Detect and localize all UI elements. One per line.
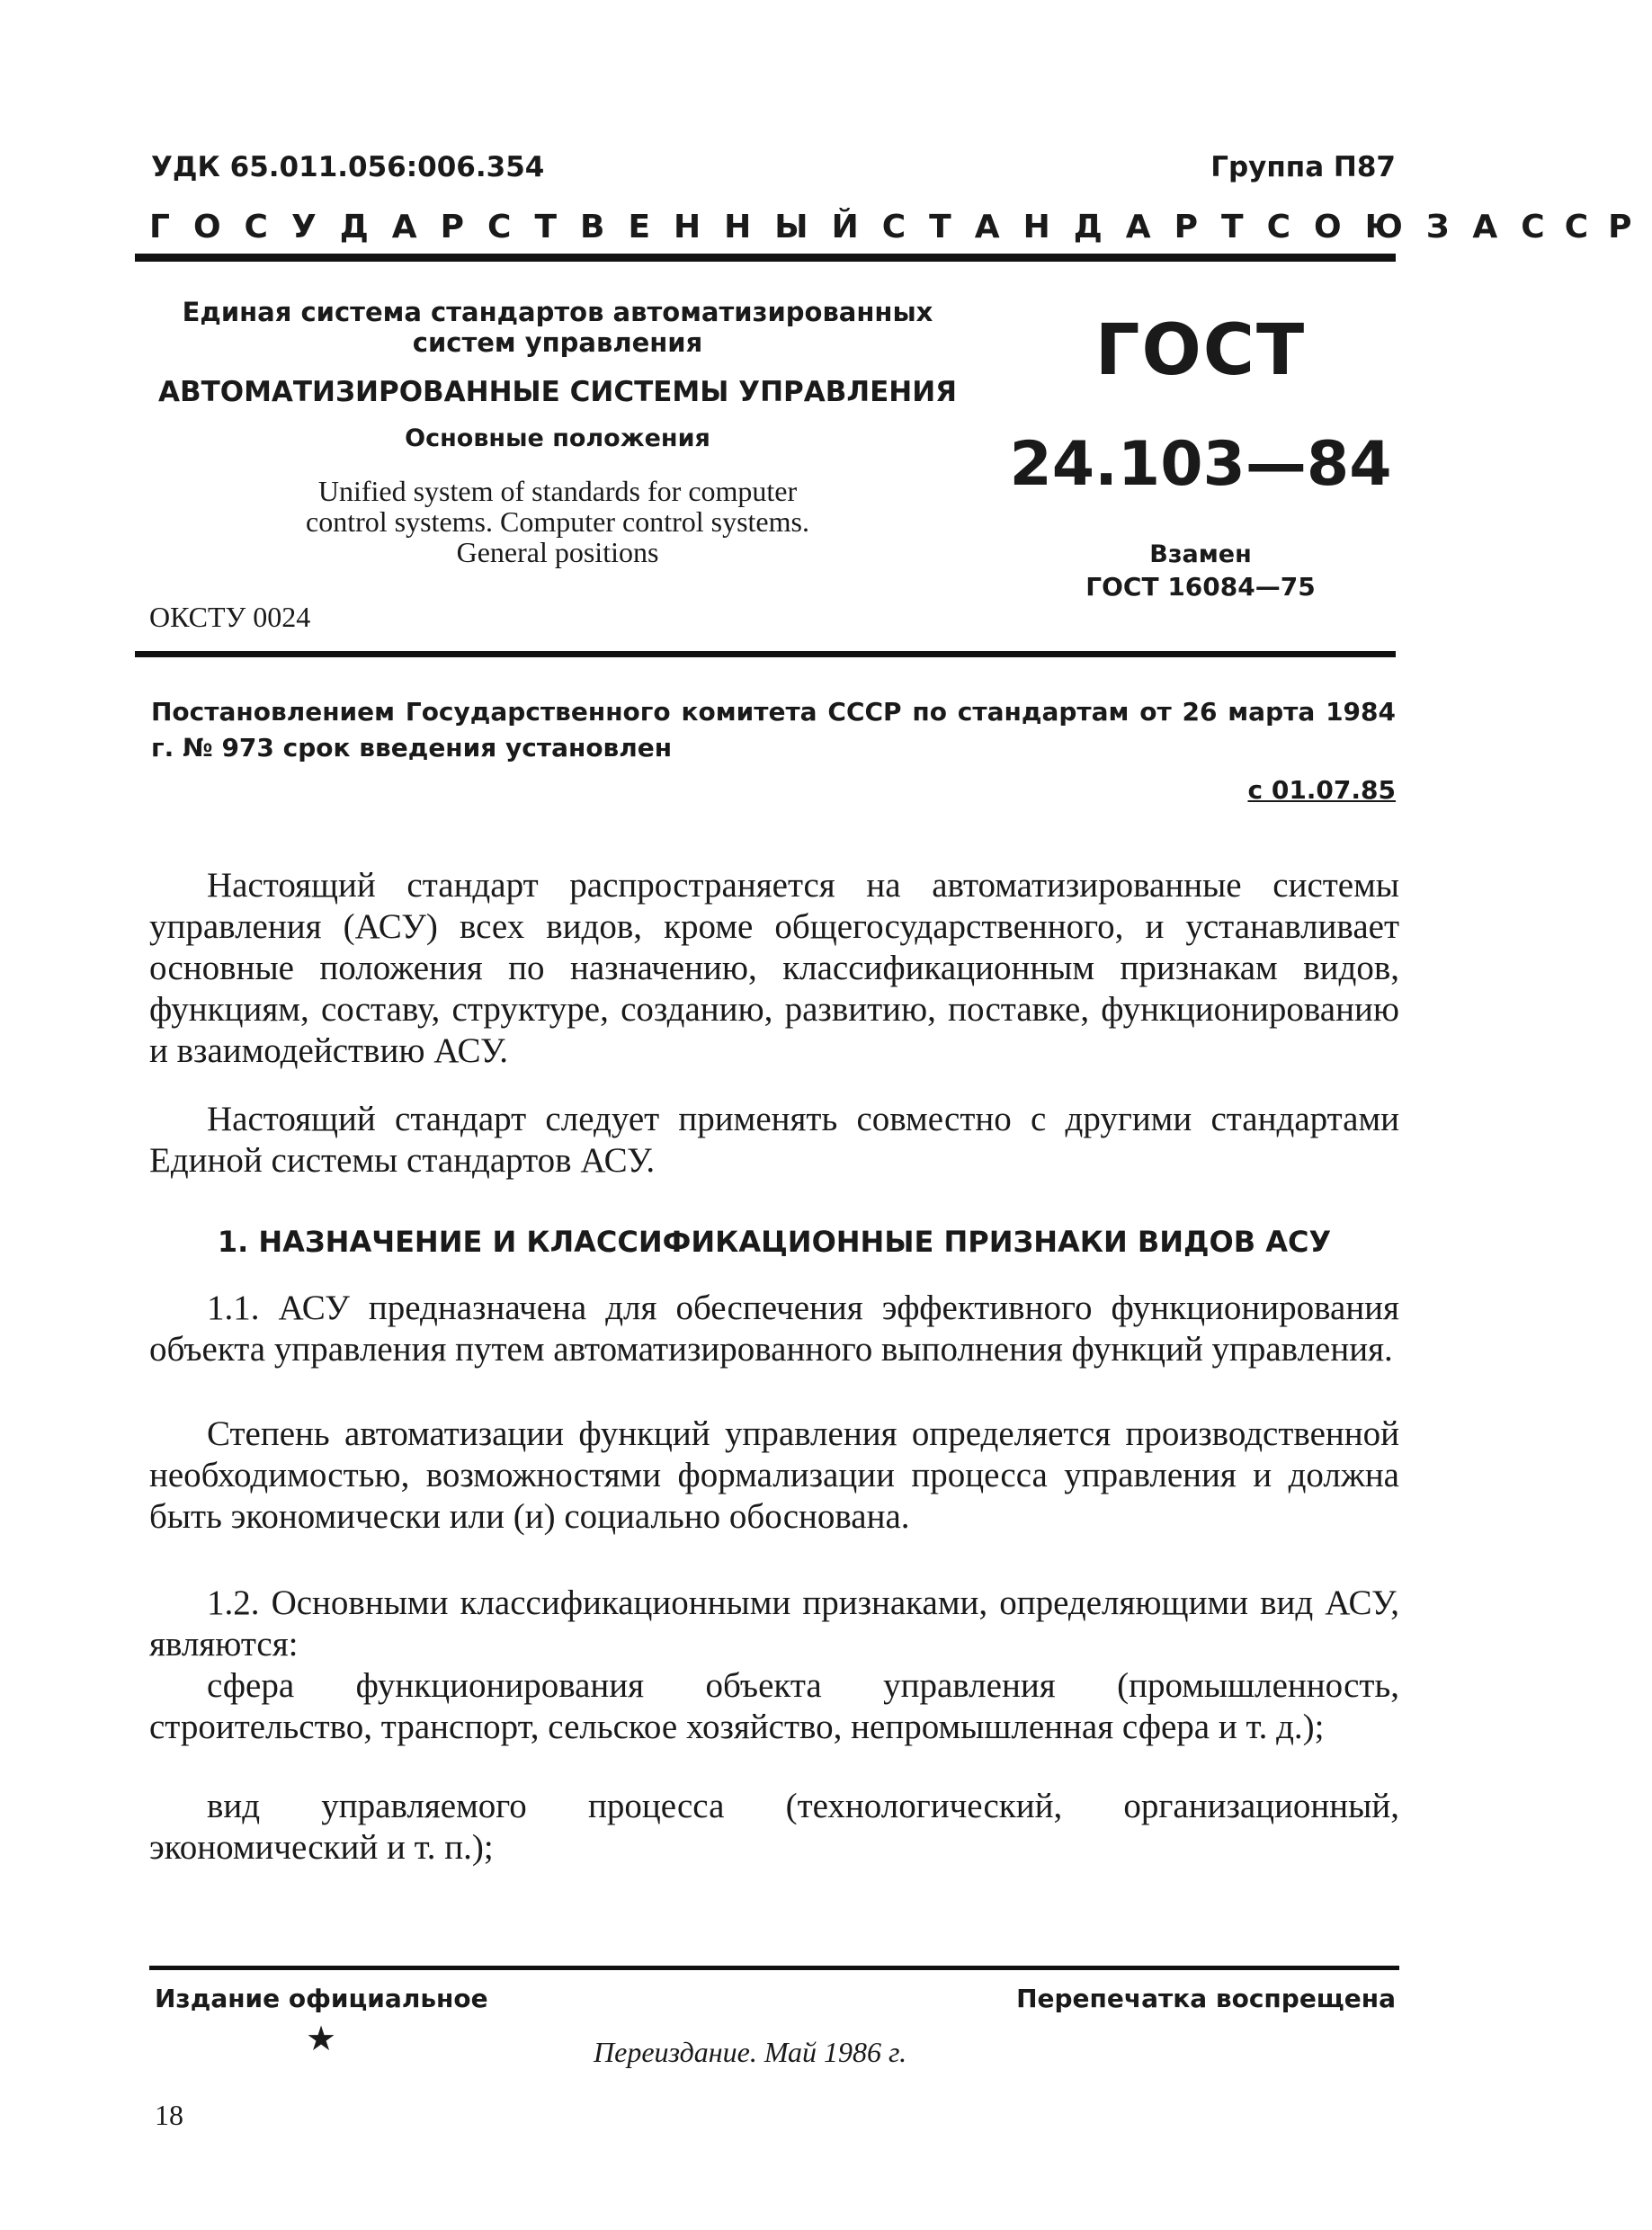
title-word: СТАНДАРТ bbox=[881, 209, 1267, 245]
state-standard-title bbox=[149, 209, 1652, 245]
standard-title: АВТОМАТИЗИРОВАННЫЕ СИСТЕМЫ УПРАВЛЕНИЯ bbox=[157, 376, 958, 408]
system-name-line2: систем управления bbox=[412, 327, 703, 358]
reprint-notice: Перепечатка воспрещена bbox=[1016, 1984, 1396, 2013]
paragraph: 1.1. АСУ предназначена для обеспечения эффективного функционирования объекта управления путем автоматизированного выполнения функций управления. bbox=[149, 1289, 1399, 1369]
paragraph: Настоящий стандарт следует применять совместно с другими стандартами Единой системы стандартов АСУ. bbox=[149, 1100, 1399, 1180]
replaced-number: ГОСТ 16084—75 bbox=[1085, 572, 1316, 602]
paragraph: Степень автоматизации функций управления определяется производственной необходимостью, возможностями формализации процесса управления и должна быть экономически или (и) социально обоснована. bbox=[149, 1414, 1399, 1536]
english-line: Unified system of standards for computer bbox=[317, 475, 798, 507]
reissue-note: Переиздание. Май 1986 г. bbox=[594, 2036, 907, 2068]
udk-code: УДК 65.011.056:006.354 bbox=[151, 151, 545, 183]
english-line: control systems. Computer control systems. bbox=[306, 505, 809, 538]
title-word: СОЮЗА bbox=[1266, 209, 1522, 245]
title-word: ГОСУДАРСТВЕННЫЙ bbox=[149, 209, 882, 245]
title-word: ССР bbox=[1521, 209, 1652, 245]
effective-date: с 01.07.85 bbox=[1247, 775, 1396, 805]
paragraph: 1.2. Основными классификационными признаками, определяющими вид АСУ, являются: bbox=[149, 1583, 1399, 1664]
gost-label: ГОСТ bbox=[1094, 310, 1307, 391]
group-code: Группа П87 bbox=[1210, 151, 1396, 183]
gost-designation bbox=[1007, 310, 1394, 602]
paragraph: вид управляемого процесса (технологический, организационный, экономический и т. п.); bbox=[149, 1787, 1399, 1867]
standard-description bbox=[144, 297, 971, 567]
middle-rule bbox=[135, 651, 1396, 657]
gost-number: 24.103—84 bbox=[1009, 429, 1392, 500]
english-title bbox=[144, 476, 971, 567]
decree-text: Постановлением Государственного комитета СССР по стандартам от 26 марта 1984 г. № 973 срок введения установлен bbox=[151, 697, 1396, 763]
replaced-label: Взамен bbox=[1149, 540, 1252, 568]
paragraph: сфера функционирования объекта управления (промышленность, строительство, транспорт, сельское хозяйство, непромышленная сфера и т. д.); bbox=[149, 1666, 1399, 1746]
section-heading: 1. НАЗНАЧЕНИЕ И КЛАССИФИКАЦИОННЫЕ ПРИЗНАКИ ВИДОВ АСУ bbox=[217, 1225, 1332, 1259]
paragraph: Настоящий стандарт распространяется на автоматизированные системы управления (АСУ) всех видов, кроме общегосударственного, и устанавливает основные положения по назначению, классификационным признакам видов, функциям, составу, структуре, созданию, развитию, поставке, функционированию и взаимодействию АСУ. bbox=[149, 866, 1399, 1070]
okstu-code: ОКСТУ 0024 bbox=[149, 601, 311, 633]
star-icon: ★ bbox=[306, 2019, 337, 2058]
english-line: General positions bbox=[456, 536, 659, 568]
top-rule bbox=[135, 254, 1396, 262]
standard-subtitle: Основные положения bbox=[405, 424, 710, 452]
footer-rule bbox=[149, 1966, 1399, 1970]
system-name-line1: Единая система стандартов автоматизированных bbox=[182, 297, 933, 327]
page-number: 18 bbox=[155, 2099, 183, 2131]
official-edition: Издание официальное bbox=[155, 1984, 488, 2013]
